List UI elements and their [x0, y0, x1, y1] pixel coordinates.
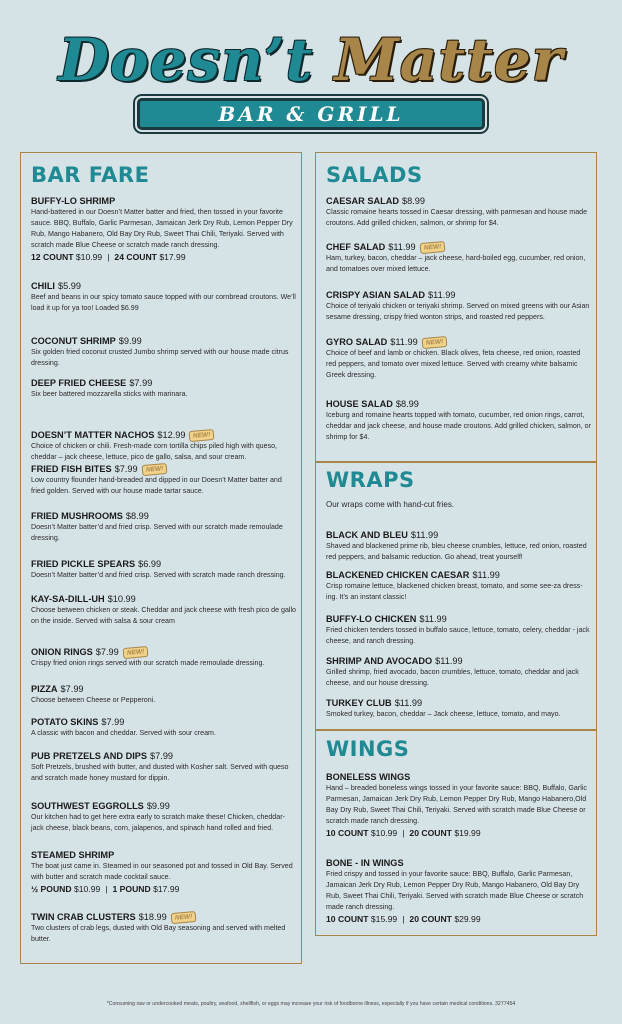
new-badge: NEW! — [419, 241, 445, 254]
item-description: Fried crispy and tossed in your favorite sauce: BBQ, Buffalo, Garlic Parmesan, Jamaican Jerk Dry Rub, Lemon Pepper Dry Rub, Mango Habanero, Old Bay Dry Rub, Sweet Thai Chili, Teriyaki. Served with scratch made Blue Cheese or scratch made ranch dressing. — [326, 870, 584, 911]
count-price: $10.99 — [370, 828, 398, 838]
menu-item — [31, 377, 297, 400]
item-description: Shaved and blackened prime rib, bleu cheese crumbles, lettuce, red onion, roasted red peppers, and balsamic reduction. Go ahead, treat yourself! — [326, 542, 587, 561]
menu-item — [31, 558, 297, 581]
menu-item — [326, 336, 592, 381]
item-name: CHILI — [31, 281, 55, 291]
item-name: COCONUT SHRIMP — [31, 336, 116, 346]
item-description: Ham, turkey, bacon, cheddar – jack cheese, hard-boiled egg, cucumber, red onion, and tomatoes over mixed lettuce. — [326, 254, 586, 273]
item-name-line — [31, 800, 297, 812]
item-price: $11.99 — [410, 530, 439, 540]
menu-item — [326, 697, 592, 720]
item-name: PUB PRETZELS AND DIPS — [31, 751, 148, 761]
item-price: $8.99 — [395, 399, 419, 409]
item-description: A classic with bacon and cheddar. Served with sour cream. — [31, 729, 216, 737]
logo — [0, 22, 622, 132]
count-separator: | — [402, 914, 405, 924]
menu-item — [31, 429, 297, 463]
menu-item — [31, 849, 297, 895]
menu-item — [31, 800, 297, 834]
menu-item — [31, 750, 297, 784]
count-separator: | — [107, 252, 110, 262]
item-description: Crispy fried onion rings served with our scratch made remoulade dressing. — [31, 659, 265, 667]
item-name: FRIED MUSHROOMS — [31, 511, 123, 521]
menu-item — [326, 195, 592, 229]
count-label: 24 COUNT — [114, 252, 157, 262]
item-description: Beef and beans in our spicy tomato sauce topped with our cornbread croutons. We’ll load it up for ya too! Loaded $6.99 — [31, 293, 296, 312]
count-label: 10 COUNT — [326, 828, 369, 838]
menu-item — [326, 771, 592, 839]
count-label: 12 COUNT — [31, 252, 74, 262]
item-name: BUFFY-LO SHRIMP — [31, 196, 116, 206]
item-name: CAESAR SALAD — [326, 196, 399, 206]
item-name-line — [326, 289, 592, 301]
count-separator: | — [105, 884, 108, 894]
menu-item — [31, 463, 297, 497]
item-name-line — [31, 510, 297, 522]
count-price: $15.99 — [370, 914, 398, 924]
item-name: ONION RINGS — [31, 647, 93, 657]
item-price: $7.99 — [95, 647, 119, 657]
item-name-line — [326, 697, 592, 709]
logo-subtitle: BAR & GRILL — [137, 98, 485, 130]
count-label: ½ POUND — [31, 884, 72, 894]
item-name-line — [31, 377, 297, 389]
salads-title: SALADS — [326, 163, 423, 187]
item-price: $5.99 — [58, 281, 81, 291]
item-description: Iceburg and romaine hearts topped with tomato, cucumber, red onion rings, carrot, cheddar and jack cheese, and house made croutons. Add grilled chicken, salmon, or shrimp for $4. — [326, 411, 591, 441]
item-name: BUFFY-LO CHICKEN — [326, 614, 417, 624]
item-name: FRIED FISH BITES — [31, 464, 112, 474]
new-badge: NEW! — [421, 336, 447, 349]
item-name: SHRIMP AND AVOCADO — [326, 656, 433, 666]
count-label: 20 COUNT — [409, 914, 452, 924]
count-label: 20 COUNT — [409, 828, 452, 838]
count-price: $10.99 — [75, 252, 103, 262]
item-description: Grilled shrimp, fried avocado, bacon crumbles, lettuce, tomato, cheddar and jack cheese, and our house dressing. — [326, 668, 579, 687]
new-badge: NEW! — [141, 463, 167, 476]
menu-item — [326, 241, 592, 275]
menu-item — [31, 335, 297, 369]
item-name-line — [31, 429, 297, 441]
item-price: $12.99 — [157, 430, 186, 440]
item-name-line — [31, 335, 297, 347]
item-description: Our kitchen had to get here extra early to scratch make these! Chicken, cheddar-jack cheese, black beans, corn, jalapenos, and spinach hand rolled and fried. — [31, 813, 285, 832]
item-name-line — [31, 463, 297, 475]
item-name-line — [326, 655, 592, 667]
item-name: CRISPY ASIAN SALAD — [326, 290, 426, 300]
item-name: PIZZA — [31, 684, 58, 694]
menu-item — [326, 613, 592, 647]
item-name-line — [31, 646, 297, 658]
item-name: GYRO SALAD — [326, 337, 388, 347]
item-description: Crisp romaine lettuce, blackened chicken breast, tomato, and some see-za dress-ing. It’s an instant classic! — [326, 582, 583, 601]
item-price: $11.99 — [419, 614, 447, 624]
item-name-line — [326, 529, 592, 541]
count-separator: | — [402, 828, 405, 838]
item-name-line — [31, 849, 297, 861]
logo-word-2: Matter — [334, 26, 564, 94]
item-description: Choose between chicken or steak. Cheddar and jack cheese with fresh pico de gallo on the inside. Served with salsa & sour cream — [31, 606, 296, 625]
menu-item — [326, 398, 592, 443]
new-badge: NEW! — [170, 911, 196, 924]
item-name: BONELESS WINGS — [326, 772, 411, 782]
item-name-line — [31, 558, 297, 570]
footer-disclaimer: *Consuming raw or undercooked meats, poultry, seafood, shellfish, or eggs may increase your risk of foodborne illness, especially if you have certain medical conditions. 3277454 — [106, 1001, 516, 1007]
item-price: $11.99 — [435, 656, 463, 666]
item-name: POTATO SKINS — [31, 717, 99, 727]
menu-item — [31, 683, 297, 706]
count-price: $10.99 — [73, 884, 101, 894]
item-name-line — [326, 857, 592, 869]
item-description: Hand-battered in our Doesn’t Matter batter and fried, then tossed in your favorite sauce. BBQ, Buffalo, Garlic Parmesan, Jamaican Jerk Dry Rub, Lemon Pepper Dry Rub, Mango Habanero, Old Bay Dry Rub, Sweet Thai Chili, Teriyaki. Served with scratch made Blue Cheese or scratch made ranch dressing. — [31, 208, 293, 249]
item-count-prices — [326, 827, 592, 839]
menu-item — [326, 655, 592, 689]
item-description: Doesn’t Matter batter’d and fried crisp. Served with scratch made ranch dressing. — [31, 571, 286, 579]
count-price: $17.99 — [153, 884, 180, 894]
menu-item — [31, 280, 297, 314]
wings-title: WINGS — [326, 737, 410, 761]
item-price: $9.99 — [118, 336, 142, 346]
item-name: BLACK AND BLEU — [326, 530, 408, 540]
item-name-line — [326, 569, 592, 581]
count-price: $17.99 — [159, 252, 186, 262]
item-name-line — [31, 716, 297, 728]
menu-item — [326, 569, 592, 603]
item-price: $7.99 — [150, 751, 174, 761]
item-description: Choice of beef and lamb or chicken. Black olives, feta cheese, red onion, roasted red peppers, and tomato over mixed lettuce. Served with creamy white balsamic Greek dressing. — [326, 349, 581, 379]
item-name: BLACKENED CHICKEN CAESAR — [326, 570, 470, 580]
menu-item — [31, 911, 297, 945]
item-price: $11.99 — [390, 337, 418, 347]
item-name: FRIED PICKLE SPEARS — [31, 559, 136, 569]
item-description: Two clusters of crab legs, dusted with Old Bay seasoning and served with melted butter. — [31, 924, 286, 943]
item-description: Choose between Cheese or Pepperoni. — [31, 696, 156, 704]
item-description: Doesn’t Matter batter’d and fried crisp. Served with our scratch made remoulade dressing. — [31, 523, 283, 542]
item-price: $11.99 — [428, 290, 456, 300]
menu-item — [31, 593, 297, 627]
item-name: SOUTHWEST EGGROLLS — [31, 801, 144, 811]
item-name: DEEP FRIED CHEESE — [31, 378, 127, 388]
count-price: $29.99 — [454, 914, 481, 924]
item-name: HOUSE SALAD — [326, 399, 393, 409]
wings-section — [315, 730, 597, 936]
bar-fare-title: BAR FARE — [31, 163, 150, 187]
item-count-prices — [31, 251, 297, 263]
item-name: BONE - IN WINGS — [326, 858, 404, 868]
logo-title — [0, 26, 622, 94]
menu-item — [31, 646, 297, 669]
item-name-line — [31, 750, 297, 762]
item-name: KAY-SA-DILL-UH — [31, 594, 105, 604]
item-price: $11.99 — [388, 242, 416, 252]
item-price: $8.99 — [402, 196, 425, 206]
item-name-line — [326, 398, 592, 410]
item-price: $8.99 — [125, 511, 149, 521]
item-description: Six beer battered mozzarella sticks with marinara. — [31, 390, 188, 398]
item-name: CHEF SALAD — [326, 242, 386, 252]
count-price: $19.99 — [454, 828, 481, 838]
item-name-line — [326, 771, 592, 783]
menu-item — [31, 716, 297, 739]
item-count-prices — [31, 883, 297, 895]
item-name-line — [31, 683, 297, 695]
new-badge: NEW! — [122, 646, 148, 659]
menu-item — [326, 857, 592, 925]
item-description: Hand – breaded boneless wings tossed in your favorite sauce: BBQ, Buffalo, Garlic Parmesan, Jamaican Jerk Dry Rub, Lemon Pepper Dry Rub, Mango Habanero,Old Bay Dry Rub, Sweet Thai Chili, Teriyaki. Served with scratch made Blue Cheese or scratch made ranch dressing. — [326, 784, 587, 825]
item-name-line — [326, 336, 592, 348]
menu-item — [326, 289, 592, 323]
item-description: Soft Pretzels, brushed with butter, and dusted with Kosher salt. Served with queso and scratch made honey mustard for dippin. — [31, 763, 289, 782]
new-badge: NEW! — [189, 429, 215, 442]
logo-word-1: Doesn’t — [58, 26, 314, 94]
item-price: $10.99 — [107, 594, 136, 604]
item-name-line — [326, 613, 592, 625]
item-description: Fried chicken tenders tossed in buffalo sauce, lettuce, tomato, celery, cheddar - jack cheese, and ranch dressing. — [326, 626, 590, 645]
item-price: $18.99 — [138, 912, 167, 922]
count-label: 10 COUNT — [326, 914, 369, 924]
wraps-intro: Our wraps come with hand-cut fries. — [326, 500, 455, 509]
item-name: TURKEY CLUB — [326, 698, 392, 708]
menu-item — [326, 529, 592, 563]
count-label: 1 POUND — [112, 884, 151, 894]
item-name: DOESN’T MATTER NACHOS — [31, 430, 155, 440]
bar-fare-section — [20, 152, 302, 964]
salads-section — [315, 152, 597, 462]
item-price: $7.99 — [60, 684, 84, 694]
item-description: The boat just came in. Steamed in our seasoned pot and tossed in Old Bay. Served with butter and scratch made cocktail sauce. — [31, 862, 293, 881]
item-price: $7.99 — [129, 378, 153, 388]
item-name-line — [326, 241, 592, 253]
item-price: $7.99 — [101, 717, 125, 727]
item-name-line — [326, 195, 592, 207]
item-description: Choice of chicken or chili. Fresh-made corn tortilla chips piled high with queso, cheddar – jack cheese, lettuce, pico de gallo, salsa, and sour cream. — [31, 442, 278, 461]
wraps-title: WRAPS — [326, 468, 415, 492]
item-price: $11.99 — [394, 698, 423, 708]
item-name: TWIN CRAB CLUSTERS — [31, 912, 136, 922]
menu-item — [31, 195, 297, 263]
item-description: Low country flounder hand-breaded and dipped in our Doesn’t Matter batter and fried golden. Served with our house made tartar sauce. — [31, 476, 282, 495]
item-name-line — [31, 195, 297, 207]
item-description: Smoked turkey, bacon, cheddar – Jack cheese, lettuce, tomato, and mayo. — [326, 710, 561, 718]
item-name-line — [31, 280, 297, 292]
wraps-section — [315, 462, 597, 730]
item-description: Classic romaine hearts tossed in Caesar dressing, with parmesan and house made croutons. Add grilled chicken, salmon, or shrimp for $4. — [326, 208, 588, 227]
item-description: Choice of teriyaki chicken or teriyaki shrimp. Served on mixed greens with our Asian sesame dressing, crispy fried wonton strips, and roasted red peppers. — [326, 302, 590, 321]
item-name-line — [31, 911, 297, 923]
menu-item — [31, 510, 297, 544]
item-price: $6.99 — [138, 559, 162, 569]
item-count-prices — [326, 913, 592, 925]
item-price: $9.99 — [146, 801, 170, 811]
item-price: $7.99 — [114, 464, 138, 474]
item-name: STEAMED SHRIMP — [31, 850, 115, 860]
item-name-line — [31, 593, 297, 605]
item-description: Six golden fried coconut crusted Jumbo shrimp served with our house made citrus dressing. — [31, 348, 289, 367]
item-price: $11.99 — [472, 570, 500, 580]
